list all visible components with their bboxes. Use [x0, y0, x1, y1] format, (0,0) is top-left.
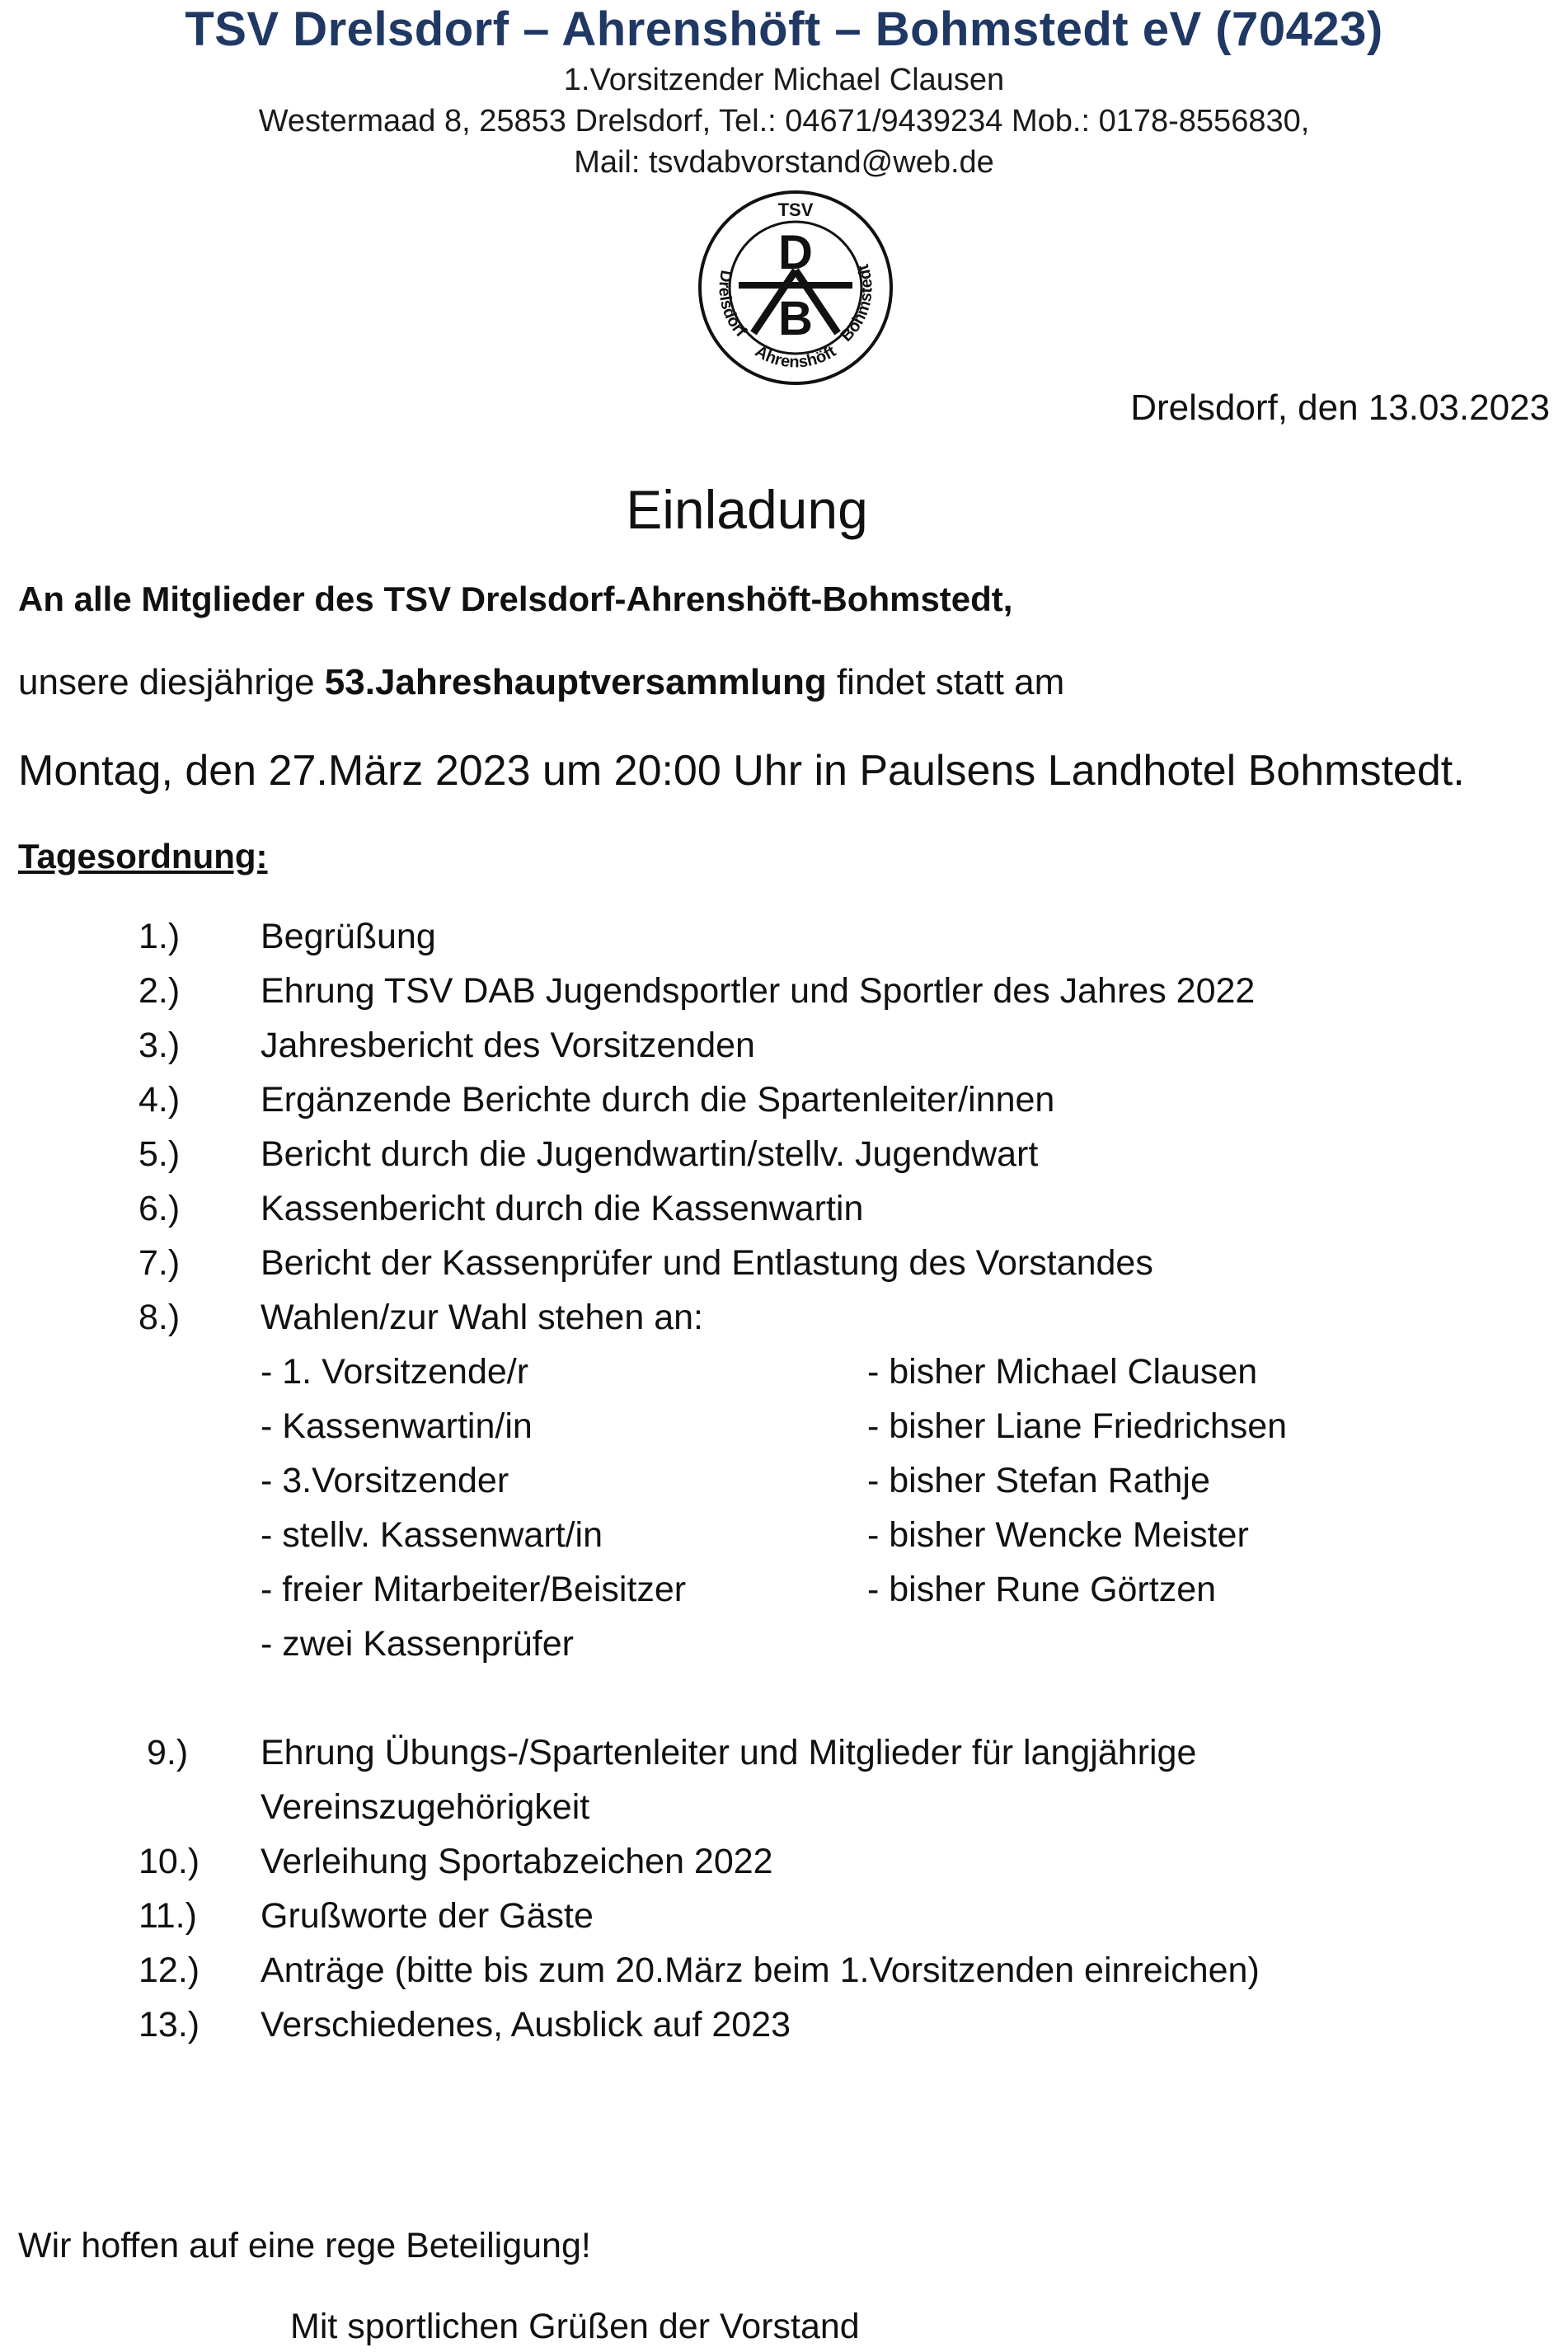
logo-ring-right: Bohmstedt: [837, 261, 876, 345]
chair-line: 1.Vorsitzender Michael Clausen: [563, 63, 1005, 97]
agenda-text: Bericht der Kassenprüfer und Entlastung des Vorstandes: [261, 1243, 1153, 1283]
agenda-heading: Tagesordnung:: [18, 837, 268, 876]
election-position: - Kassenwartin/in: [261, 1406, 533, 1446]
logo-letter-b: B: [778, 292, 813, 345]
election-incumbent: - bisher Stefan Rathje: [867, 1461, 1210, 1500]
page-title: Einladung: [626, 479, 868, 540]
meeting-datetime: Montag, den 27.März 2023 um 20:00 Uhr in Paulsens Landhotel Bohmstedt.: [18, 747, 1465, 795]
agenda-number: 12.): [138, 1951, 200, 1990]
agenda-text: Vereinszugehörigkeit: [261, 1787, 590, 1827]
club-title: TSV Drelsdorf – Ahrenshöft – Bohmstedt eV (70423): [185, 2, 1383, 56]
salutation: An alle Mitglieder des TSV Drelsdorf-Ahrenshöft-Bohmstedt,: [18, 580, 1013, 618]
election-position: - stellv. Kassenwart/in: [261, 1515, 603, 1555]
election-position: - freier Mitarbeiter/Beisitzer: [261, 1570, 687, 1609]
agenda-text: Ehrung Übungs-/Spartenleiter und Mitglieder für langjährige: [261, 1733, 1197, 1772]
agenda-text: Verleihung Sportabzeichen 2022: [261, 1842, 773, 1881]
agenda-text: Bericht durch die Jugendwartin/stellv. Jugendwart: [261, 1134, 1039, 1174]
agenda-text: Kassenbericht durch die Kassenwartin: [261, 1189, 864, 1228]
agenda-text: Verschiedenes, Ausblick auf 2023: [261, 2005, 791, 2045]
club-seal-logo: [696, 188, 895, 387]
agenda-number: 6.): [138, 1189, 181, 1228]
agenda-number: 9.): [147, 1733, 189, 1772]
agenda-number: 4.): [138, 1080, 181, 1120]
mail-line: Mail: tsvdabvorstand@web.de: [574, 145, 994, 180]
election-position: - 3.Vorsitzender: [261, 1461, 509, 1500]
agenda-text: Ergänzende Berichte durch die Spartenleiter/innen: [261, 1080, 1055, 1120]
svg-text:Bohmstedt: [838, 262, 876, 345]
agenda-text: Jahresbericht des Vorsitzenden: [261, 1026, 755, 1065]
agenda-number: 8.): [138, 1298, 181, 1337]
logo-ring-bottom: Ahrenshöft: [752, 342, 840, 372]
agenda-number: 5.): [138, 1134, 181, 1174]
election-incumbent: - bisher Rune Görtzen: [867, 1570, 1217, 1609]
agenda-number: 1.): [138, 917, 181, 956]
agenda-number: 13.): [138, 2005, 200, 2045]
intro-post: findet statt am: [826, 662, 1065, 702]
agenda-number: 7.): [138, 1243, 181, 1283]
svg-text:Ahrenshöft: [752, 342, 839, 371]
agenda-text: Wahlen/zur Wahl stehen an:: [261, 1298, 703, 1337]
agenda-text: Begrüßung: [261, 917, 436, 956]
agenda-number: 3.): [138, 1026, 181, 1065]
meeting-name: 53.Jahreshauptversammlung: [324, 662, 827, 702]
election-incumbent: - bisher Michael Clausen: [867, 1352, 1258, 1392]
agenda-text: Ehrung TSV DAB Jugendsportler und Sportler des Jahres 2022: [261, 971, 1256, 1011]
election-position: - zwei Kassenprüfer: [261, 1624, 574, 1664]
address-line: Westermaad 8, 25853 Drelsdorf, Tel.: 04671/9439234 Mob.: 0178-8556830,: [258, 104, 1310, 138]
election-incumbent: - bisher Wencke Meister: [867, 1515, 1249, 1555]
agenda-number: 10.): [138, 1842, 200, 1881]
agenda-text: Grußworte der Gäste: [261, 1896, 594, 1936]
date-line: Drelsdorf, den 13.03.2023: [1130, 387, 1550, 428]
agenda-number: 2.): [138, 971, 181, 1011]
agenda-text: Anträge (bitte bis zum 20.März beim 1.Vorsitzenden einreichen): [261, 1951, 1260, 1990]
logo-top-text: TSV: [777, 200, 814, 220]
election-position: - 1. Vorsitzende/r: [261, 1352, 529, 1392]
logo-ring-left: Drelsdorf: [715, 268, 750, 341]
logo-letter-d: D: [778, 226, 813, 279]
closing-line: Wir hoffen auf eine rege Beteiligung!: [18, 2226, 591, 2265]
intro-pre: unsere diesjährige: [18, 662, 325, 702]
agenda-number: 11.): [138, 1896, 197, 1936]
election-incumbent: - bisher Liane Friedrichsen: [867, 1406, 1288, 1446]
intro-line: [18, 662, 1064, 703]
signoff-line: Mit sportlichen Grüßen der Vorstand: [290, 2307, 860, 2346]
svg-text:Drelsdorf: [715, 269, 749, 340]
